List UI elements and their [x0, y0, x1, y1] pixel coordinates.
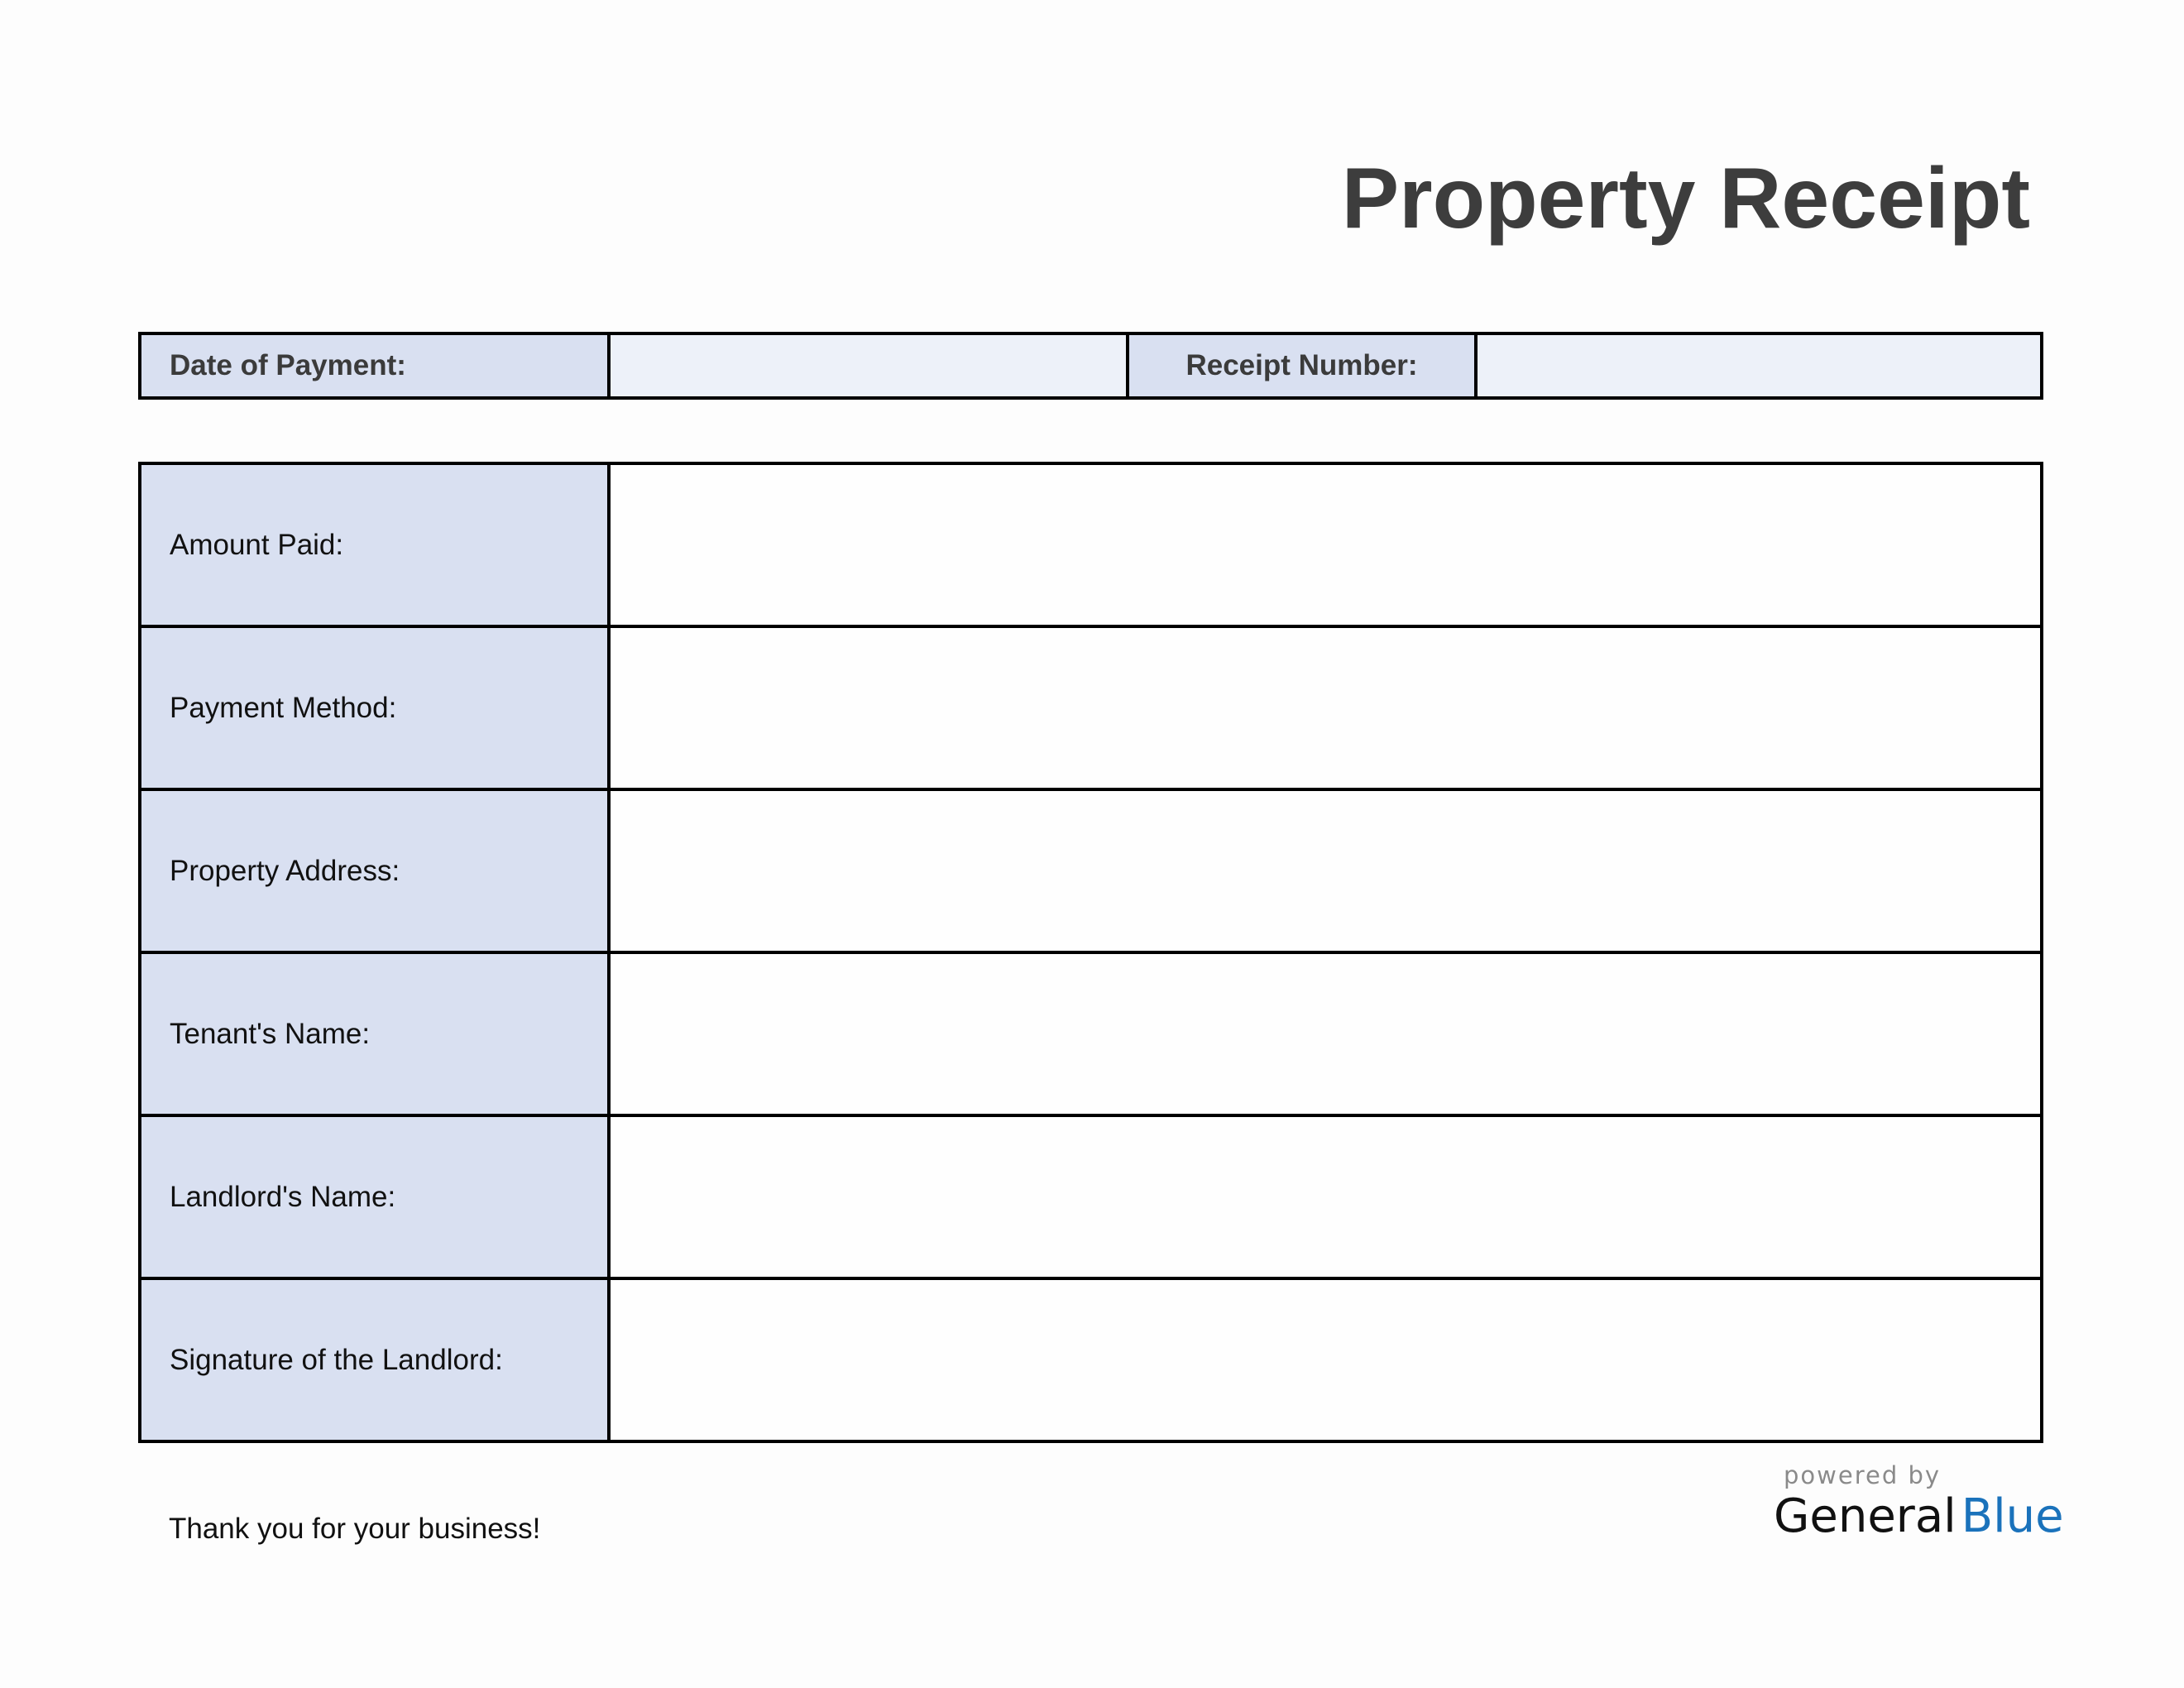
property-address-field[interactable]	[611, 791, 2040, 951]
amount-paid-label: Amount Paid:	[141, 465, 611, 625]
table-row	[141, 1117, 2040, 1280]
brand-general: General	[1774, 1489, 1956, 1543]
thank-you-note: Thank you for your business!	[169, 1513, 541, 1545]
receipt-number-field[interactable]	[1478, 335, 2040, 396]
receipt-details-table	[138, 462, 2043, 1443]
powered-by-text: powered by	[1784, 1461, 1942, 1489]
document-title: Property Receipt	[1341, 151, 2030, 247]
brand-blue: Blue	[1961, 1489, 2064, 1543]
payment-method-label: Payment Method:	[141, 628, 611, 788]
landlord-name-field[interactable]	[611, 1117, 2040, 1277]
payment-method-field[interactable]	[611, 628, 2040, 788]
amount-paid-field[interactable]	[611, 465, 2040, 625]
receipt-number-label: Receipt Number:	[1129, 335, 1478, 396]
table-row	[141, 465, 2040, 628]
landlord-name-label: Landlord's Name:	[141, 1117, 611, 1277]
table-row	[141, 791, 2040, 954]
tenant-name-label: Tenant's Name:	[141, 954, 611, 1114]
table-row	[141, 954, 2040, 1117]
tenant-name-field[interactable]	[611, 954, 2040, 1114]
header-row	[138, 332, 2043, 400]
generalblue-logo	[1774, 1489, 2064, 1543]
table-row	[141, 628, 2040, 791]
property-address-label: Property Address:	[141, 791, 611, 951]
table-row	[141, 1280, 2040, 1443]
landlord-signature-label: Signature of the Landlord:	[141, 1280, 611, 1440]
landlord-signature-field[interactable]	[611, 1280, 2040, 1440]
date-of-payment-field[interactable]	[611, 335, 1129, 396]
date-of-payment-label: Date of Payment:	[141, 335, 611, 396]
